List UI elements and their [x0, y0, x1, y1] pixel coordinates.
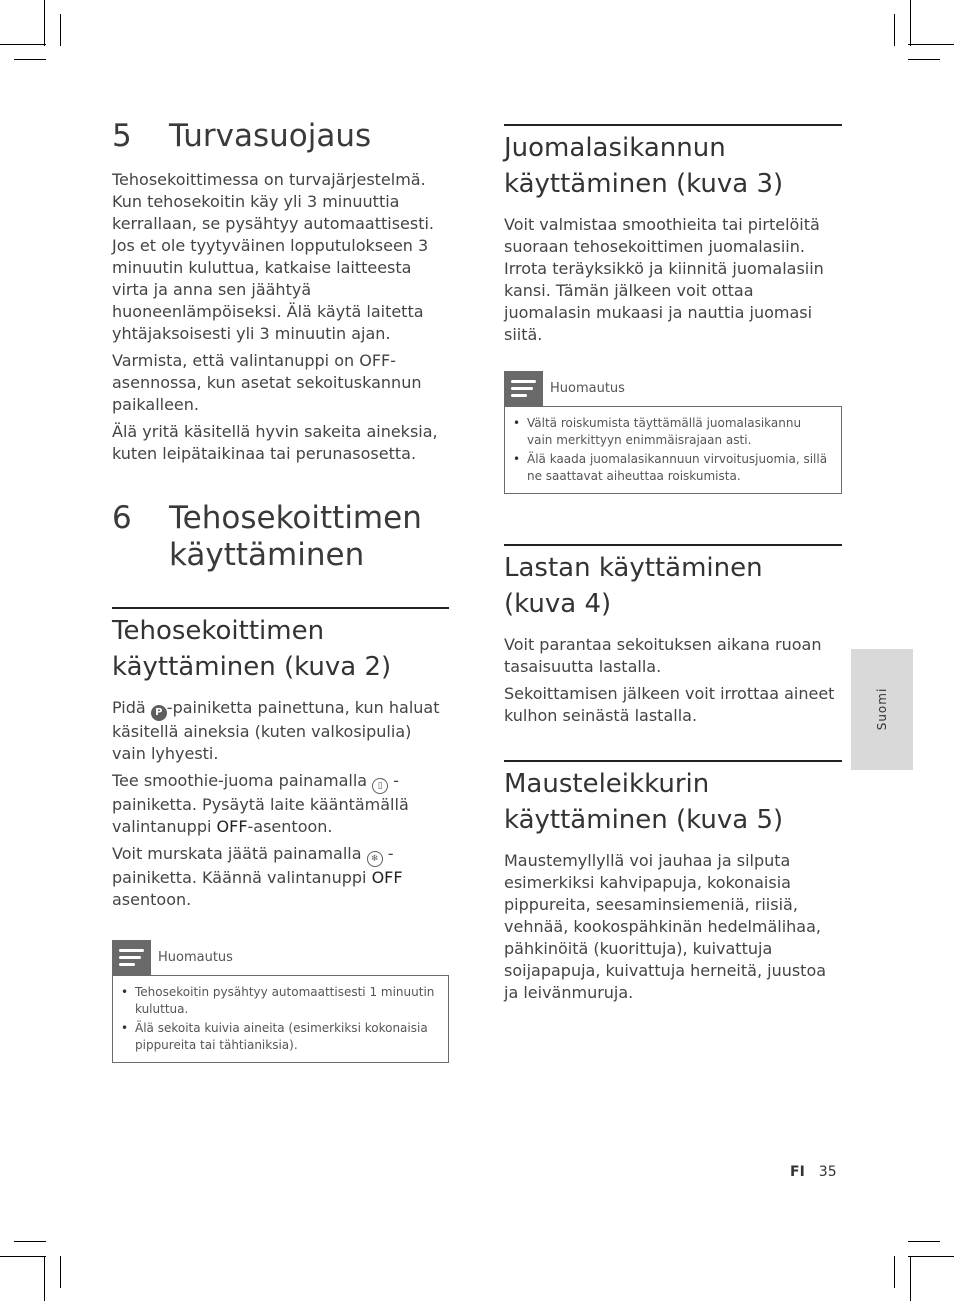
usage-paragraph: Tee smoothie-juoma painamalla ▯ -painiketta. Pysäytä laite kääntämällä valintanuppi OFF-asentoon.: [112, 771, 409, 836]
safety-paragraph: Älä yritä käsitellä hyvin sakeita aineksia, kuten leipätaikinaa tai perunasosetta.: [112, 422, 438, 463]
crop-mark: [908, 44, 954, 45]
body-paragraph: Voit parantaa sekoituksen aikana ruoan tasaisuutta lastalla.: [504, 635, 822, 676]
note-item: • Älä sekoita kuivia aineita (esimerkiksi kokonaisia pippureita tai tähtianiksia).: [135, 1020, 436, 1054]
section-heading: Mausteleikkurin käyttäminen (kuva 5): [504, 760, 842, 838]
ice-crush-button-icon: ❄: [367, 851, 383, 867]
crop-mark: [14, 59, 46, 60]
note-title: Huomautus: [158, 950, 233, 965]
pulse-button-icon: P: [151, 705, 167, 721]
body-paragraph: Sekoittamisen jälkeen voit irrottaa aineet kulhon seinästä lastalla.: [504, 684, 835, 725]
language-tab-label: Suomi: [875, 687, 889, 731]
crop-mark: [894, 1256, 895, 1288]
note-item: • Vältä roiskumista täyttämällä juomalasikannu vain merkittyyn enimmäisrajaan asti.: [527, 415, 829, 449]
section-heading: Lastan käyttäminen (kuva 4): [504, 544, 842, 622]
crop-mark: [894, 14, 895, 46]
note-content: [112, 975, 449, 1063]
crop-mark: [910, 0, 911, 46]
chapter-title: Tehosekoittimen käyttäminen: [169, 500, 422, 573]
crop-mark: [44, 1256, 45, 1301]
smoothie-button-icon: ▯: [372, 778, 388, 794]
note-lines-icon: [504, 371, 543, 406]
crop-mark: [0, 1256, 46, 1257]
note-header: [504, 371, 842, 406]
note-item: • Älä kaada juomalasikannuun virvoitusjuomia, sillä ne saattavat aiheuttaa roiskumista.: [527, 451, 829, 485]
section-heading: Tehosekoittimen käyttäminen (kuva 2): [112, 607, 449, 685]
note-box: [112, 940, 449, 1063]
safety-paragraph: Varmista, että valintanuppi on OFF-asennossa, kun asetat sekoituskannun paikalleen.: [112, 351, 422, 414]
chapter-number: 6: [112, 500, 132, 536]
crop-mark: [60, 14, 61, 46]
note-header: [112, 940, 449, 975]
note-box: [504, 371, 842, 494]
note-item: • Tehosekoitin pysähtyy automaattisesti 1 minuutin kuluttua.: [135, 984, 436, 1018]
crop-mark: [908, 1241, 940, 1242]
usage-paragraph: Voit murskata jäätä painamalla ❄ -painiketta. Käännä valintanuppi OFF asentoon.: [112, 844, 403, 909]
note-lines-icon: [112, 940, 151, 975]
crop-mark: [0, 44, 46, 45]
chapter-number: 5: [112, 118, 132, 154]
left-column: [112, 118, 449, 1063]
crop-mark: [14, 1241, 46, 1242]
page-footer: [790, 1164, 837, 1180]
footer-language: FI: [790, 1164, 805, 1180]
crop-mark: [60, 1256, 61, 1288]
crop-mark: [908, 1256, 954, 1257]
chapter-5-heading: [112, 118, 449, 155]
safety-paragraph: Tehosekoittimessa on turvajärjestelmä. Kun tehosekoitin käy yli 3 minuuttia kerrallaan, se pysähtyy automaattisesti. Jos et ole tyytyväinen lopputulokseen 3 minuutin kuluttua, katkaise laitteesta virta ja anna sen jäähtyä huoneenlämpöiseksi. Älä käytä laitetta yhtäjaksoisesti yli 3 minuutin ajan.: [112, 170, 435, 343]
body-paragraph: Maustemyllyllä voi jauhaa ja silputa esimerkiksi kahvipapuja, kokonaisia pippureita, seesaminsiemeniä, riisiä, vehnää, kookospähkinän hedelmälihaa, pähkinöitä (kuorittuja), kuivattuja soijapapuja, kuivattuja herneitä, juustoa ja leivänmuruja.: [504, 851, 827, 1002]
section-heading: Juomalasikannun käyttäminen (kuva 3): [504, 124, 842, 202]
page-number: 35: [818, 1164, 837, 1180]
crop-mark: [44, 0, 45, 46]
right-column: [504, 124, 842, 1009]
crop-mark: [910, 1256, 911, 1301]
language-tab: [851, 649, 913, 770]
chapter-title: Turvasuojaus: [169, 118, 372, 154]
usage-paragraph: Pidä P -painiketta painettuna, kun haluat käsitellä aineksia (kuten valkosipulia) vain lyhyesti.: [112, 698, 440, 763]
crop-mark: [908, 59, 940, 60]
note-title: Huomautus: [550, 381, 625, 396]
note-content: [504, 406, 842, 494]
body-paragraph: Voit valmistaa smoothieita tai pirtelöitä suoraan tehosekoittimen juomalasiin. Irrota teräyksikkö ja kiinnitä juomalasiin kansi. Tämän jälkeen voit ottaa juomalasin mukaasi ja nauttia juomasi siitä.: [504, 215, 824, 344]
chapter-6-heading: [112, 500, 449, 574]
